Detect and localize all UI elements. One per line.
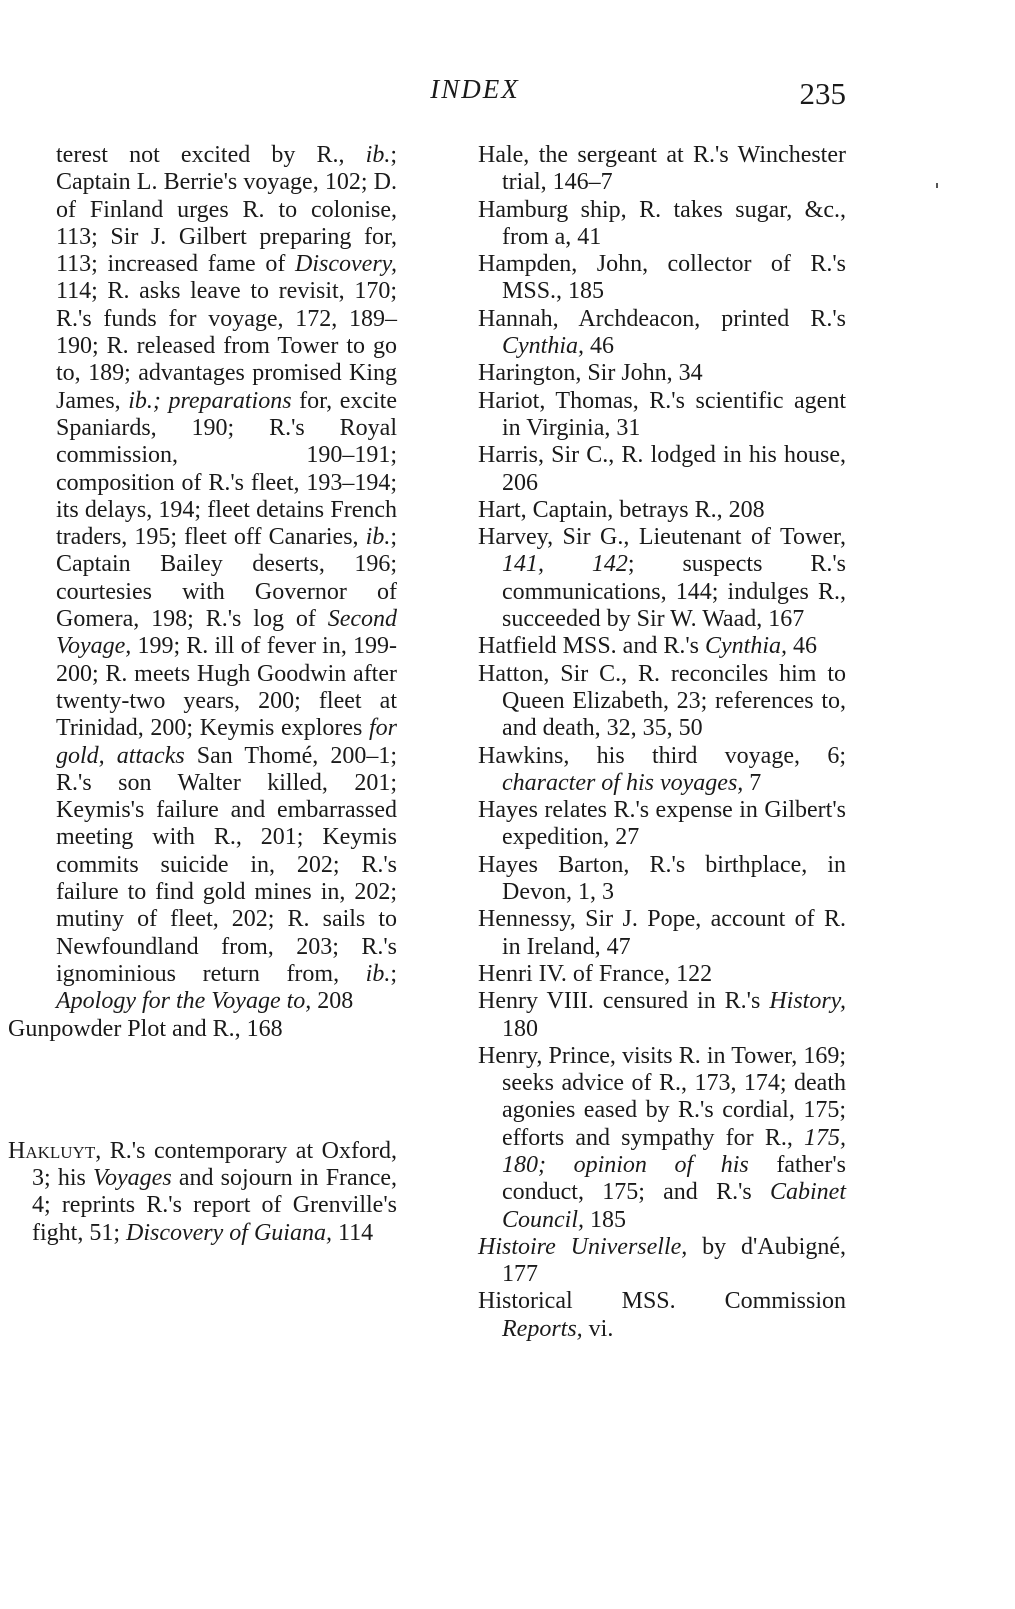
index-entry-hennessy: Hennessy, Sir J. Pope, account of R. in Ireland, 47 xyxy=(478,906,846,960)
running-head xyxy=(0,0,1015,120)
index-entry-henri: Henri IV. of France, 122 xyxy=(478,960,713,987)
index-entry-henry-viii: Henry VIII. censured in R.'s History, 180 xyxy=(478,988,846,1042)
page-number: 235 xyxy=(799,76,846,111)
index-entry-hale: Hale, the sergeant at R.'s Winchester trial, 146–7 xyxy=(478,142,846,196)
index-entry-hatfield: Hatfield MSS. and R.'s Cynthia, 46 xyxy=(478,633,817,660)
index-entry-hayes-barton: Hayes Barton, R.'s birthplace, in Devon, 1, 3 xyxy=(478,851,846,906)
index-entry-henry-prince: Henry, Prince, visits R. in Tower, 169; seeks advice of R., 173, 174; death agonies eased by R.'s cordial, 175; efforts and sympathy for R., 175, 180; opinion of his father's conduct, 175; and R.'s Cabinet Council, 185 xyxy=(478,1042,846,1233)
index-entry-historical: Historical MSS. Commission Reports, vi. xyxy=(478,1288,846,1342)
index-entry-hariot: Hariot, Thomas, R.'s scientific agent in Virginia, 31 xyxy=(478,387,846,441)
index-entry-histoire: Histoire Universelle, by d'Aubigné, 177 xyxy=(478,1233,846,1288)
index-entry-gunpowder: Gunpowder Plot and R., 168 xyxy=(8,1015,283,1042)
index-entry-hart: Hart, Captain, betrays R., 208 xyxy=(478,496,765,523)
index-entry-hannah: Hannah, Archdeacon, printed R.'s Cynthia, 46 xyxy=(478,305,846,360)
index-entry-hakluyt: Hakluyt, R.'s contemporary at Oxford, 3; his Voyages and sojourn in France, 4; reprints R.'s report of Grenville's fight, 51; Discovery of Guiana, 114 xyxy=(8,1137,397,1246)
left-column xyxy=(8,142,397,1247)
index-entry-harvey: Harvey, Sir G., Lieutenant of Tower, 141, 142; suspects R.'s communications, 144; indulges R., succeeded by Sir W. Waad, 167 xyxy=(478,524,846,633)
right-column xyxy=(478,142,846,1343)
index-entry-hayes: Hayes relates R.'s expense in Gilbert's expedition, 27 xyxy=(478,797,846,851)
page-title: INDEX xyxy=(430,74,520,104)
index-entry-hawkins: Hawkins, his third voyage, 6; character of his voyages, 7 xyxy=(478,742,846,796)
index-entry-hatton: Hatton, Sir C., R. reconciles him to Queen Elizabeth, 23; references to, and death, 32, 35, 50 xyxy=(478,660,846,742)
index-entry-hamburg: Hamburg ship, R. takes sugar, &c., from a, 41 xyxy=(478,196,846,250)
index-entry-continued: terest not excited by R., ib.; Captain L. Berrie's voyage, 102; D. of Finland urges R. to colonise, 113; Sir J. Gilbert preparing for, 113; increased fame of Discovery, 114; R. asks leave to revisit, 170; R.'s funds for voyage, 172, 189–190; R. released from Tower to go to, 189; advantages promised King James, ib.; preparations for, excite Spaniards, 190; R.'s Royal commission, 190–191; composition of R.'s fleet, 193–194; its delays, 194; fleet detains French traders, 195; fleet off Canaries, ib.; Captain Bailey deserts, 196; courtesies with Governor of Gomera, 198; R.'s log of Second Voyage, 199; R. ill of fever in, 199-200; R. meets Hugh Goodwin after twenty-two years, 200; fleet at Trinidad, 200; Keymis explores for gold, attacks San Thomé, 200–1; R.'s son Walter killed, 201; Keymis's failure and embarrassed meeting with R., 201; Keymis commits suicide in, 202; R.'s failure to find gold mines in, 202; mutiny of fleet, 202; R. sails to Newfoundland from, 203; R.'s ignominious return from, ib.; Apology for the Voyage to, 208 xyxy=(56,142,397,1015)
margin-speck xyxy=(936,183,938,188)
index-entry-harington: Harington, Sir John, 34 xyxy=(478,360,703,387)
index-entry-harris: Harris, Sir C., R. lodged in his house, 206 xyxy=(478,442,846,496)
section-gap xyxy=(32,1043,397,1138)
index-entry-hampden: Hampden, John, collector of R.'s MSS., 185 xyxy=(478,251,846,305)
